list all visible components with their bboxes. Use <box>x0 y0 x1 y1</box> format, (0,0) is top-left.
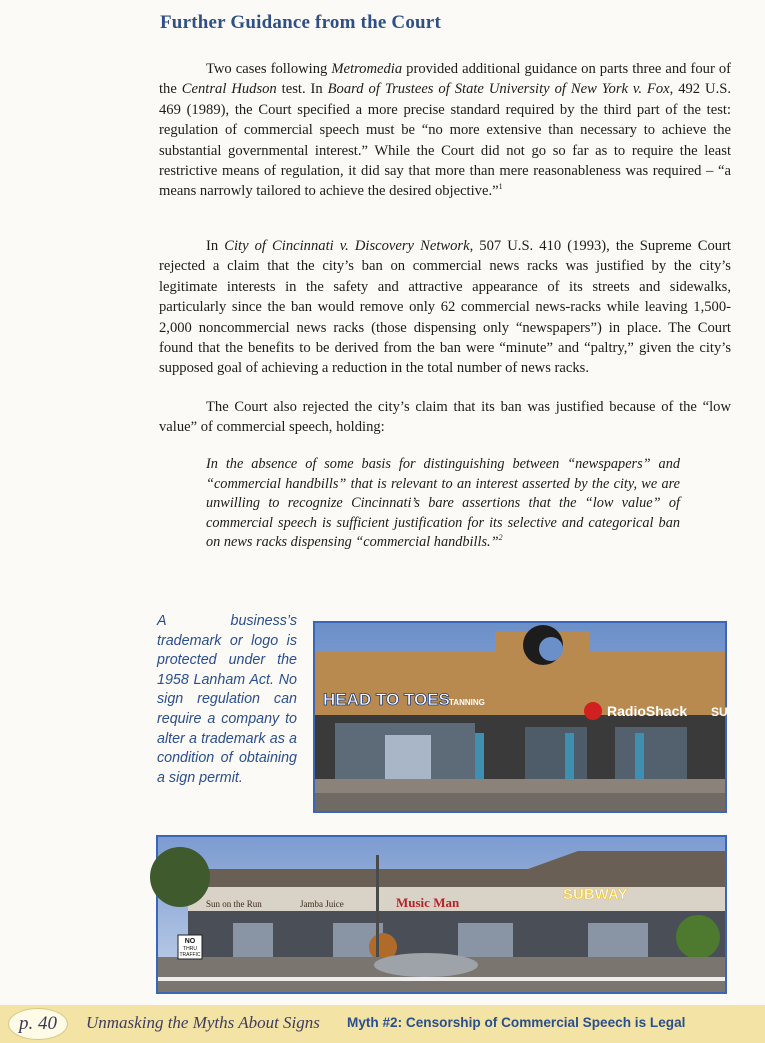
footnote-marker-2: 2 <box>498 533 503 543</box>
paragraph-fox: Two cases following Metromedia provided additional guidance on parts three and four of the Central Hudson test. In Board of Trustees of State University of New York v. Fox, 492 U.S. 469 (1989), the Court specified a more precise standard required by the third part of the test: regulation of commercial speech must be “no more extensive than necessary to achieve the substantial governmental interest.” While the Court did not go so far as to require the least restrictive means of regulation, it did say that more than mere reasonableness was required – “a means narrowly tailored to achieve the desired objective.”$^1$ <box>159 61 731 200</box>
sign-subway: SUBWAY <box>563 886 628 903</box>
sign-head-to-toes: HEAD TO TOES <box>323 690 450 709</box>
chapter-title: Myth #2: Censorship of Commercial Speech is Legal <box>347 1015 686 1030</box>
publication-title: Unmasking the Myths About Signs <box>86 1013 320 1032</box>
paragraph-low-value: The Court also rejected the city’s claim that its ban was justified because of the “low value” of commercial speech, holding: <box>159 399 731 436</box>
section-heading: Further Guidance from the Court <box>160 12 441 33</box>
traffic-sign-line-3: TRAFFIC <box>179 952 201 958</box>
sign-music-man: Music Man <box>396 895 460 910</box>
paragraph-cincinnati: In City of Cincinnati v. Discovery Network, 507 U.S. 410 (1993), the Supreme Court rejected a claim that the city’s ban on commercial news racks was justified by the city’s legitimate interests in the safety and attractive appearance of its streets and sidewalks, particularly since the ban would remove only 62 commercial news-racks while leaving 1,500-2,000 noncommercial news racks (those dispensing only “newspapers”) in place. The Court found that the benefits to be derived from the ban were “minute” and “paltry,” given the city’s supposed goal of achieving a reduction in the total number of news racks. <box>159 238 731 377</box>
sign-edge: SU <box>711 705 728 719</box>
page-footer <box>0 1005 765 1043</box>
page-number: p. 40 <box>8 1008 68 1040</box>
footnote-marker-1: 1 <box>498 182 503 192</box>
sign-sun-on-the-run: Sun on the Run <box>206 899 262 909</box>
block-quote: In the absence of some basis for distinguishing between “newspapers” and “commercial handbills” that is relevant to an interest asserted by the city, we are unwilling to recognize Cincinnati’s bare assertions that the “low value” of commercial speech is sufficient justification for its selective and categorical ban on news racks dispensing “commercial handbills.”$^2$ <box>206 456 680 551</box>
traffic-sign-line-1: NO <box>184 938 196 945</box>
storefront-photo-headtotoes-radioshack <box>313 621 727 813</box>
sign-radioshack: RadioShack <box>607 703 688 719</box>
sign-tanning: TANNING <box>449 698 485 707</box>
photo-caption: A business’s trademark or logo is protected under the 1958 Lanham Act. No sign regulation can require a company to alter a trademark as a condition of obtaining a sign permit. <box>157 613 297 786</box>
sign-jamba-juice: Jamba Juice <box>300 899 344 909</box>
traffic-sign-line-2: THRU <box>183 946 197 952</box>
shopping-center-photo <box>156 835 727 994</box>
